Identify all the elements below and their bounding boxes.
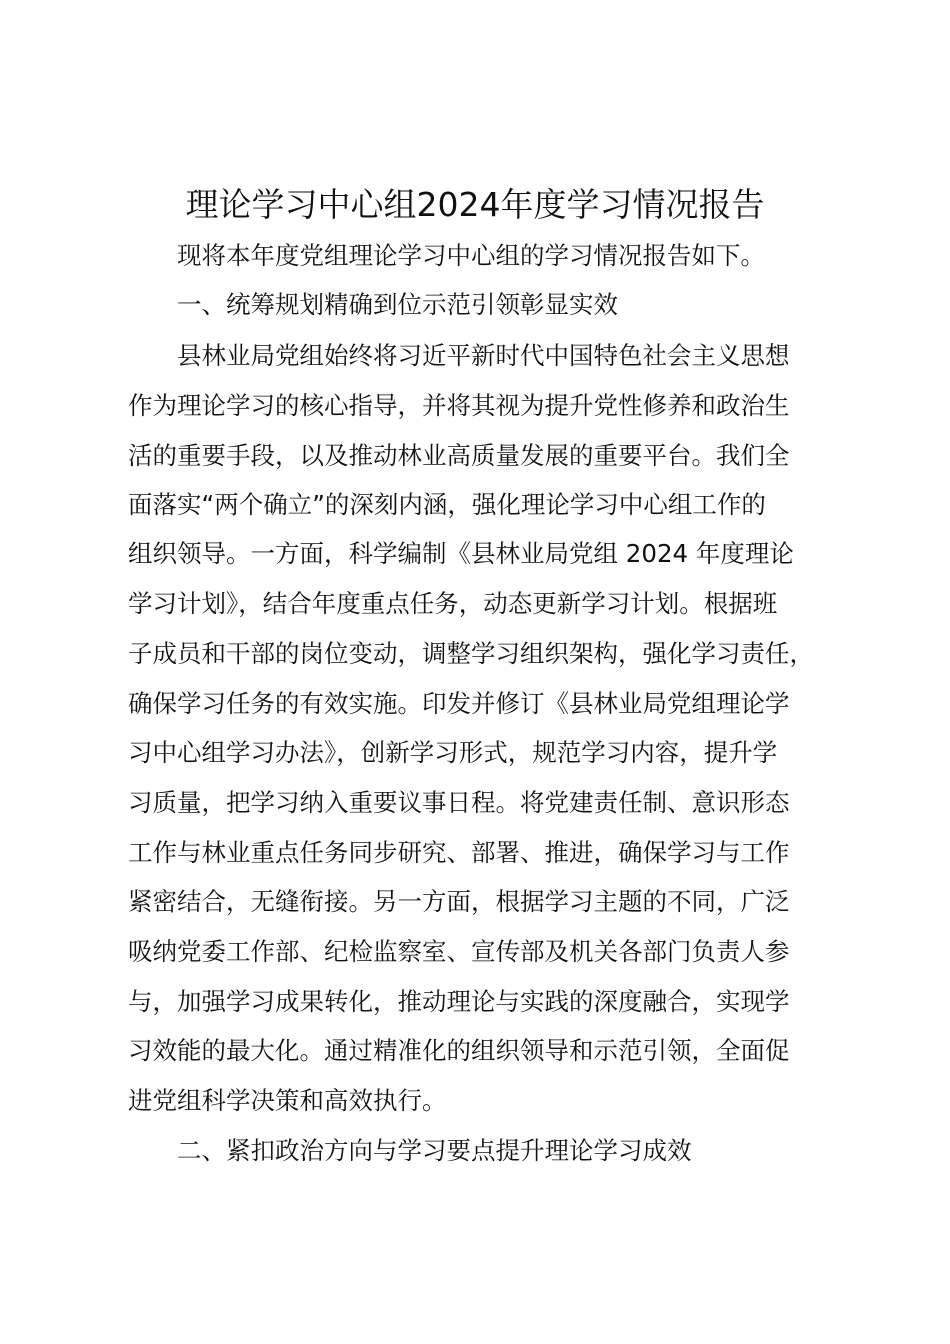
- document-title: 理论学习中心组2024年度学习情况报告: [185, 185, 765, 224]
- section-heading-2: 二、紧扣政治方向与学习要点提升理论学习成效: [177, 1136, 692, 1165]
- paragraph-line: 习中心组学习办法》，创新学习形式，规范学习内容，提升学: [128, 738, 778, 767]
- paragraph-line: 与，加强学习成果转化，推动理论与实践的深度融合，实现学: [128, 987, 790, 1016]
- paragraph-line: 学习计划》，结合年度重点任务，动态更新学习计划。根据班: [128, 589, 778, 618]
- paragraph-line: 确保学习任务的有效实施。印发并修订《县林业局党组理论学: [128, 689, 790, 718]
- paragraph-line: 吸纳党委工作部、纪检监察室、宣传部及机关各部门负责人参: [128, 937, 790, 966]
- intro-paragraph: 现将本年度党组理论学习中心组的学习情况报告如下。: [177, 241, 765, 270]
- paragraph-line: 县林业局党组始终将习近平新时代中国特色社会主义思想: [177, 341, 790, 370]
- paragraph-line: 习质量，把学习纳入重要议事日程。将党建责任制、意识形态: [128, 788, 790, 817]
- paragraph-line: 作为理论学习的核心指导，并将其视为提升党性修养和政治生: [128, 391, 790, 420]
- paragraph-line: 子成员和干部的岗位变动，调整学习组织架构，强化学习责任，: [128, 639, 814, 668]
- paragraph-line: 习效能的最大化。通过精准化的组织领导和示范引领，全面促: [128, 1036, 790, 1065]
- paragraph-line: 组织领导。一方面，科学编制《县林业局党组 2024 年度理论: [128, 539, 794, 568]
- paragraph-line: 紧密结合，无缝衔接。另一方面，根据学习主题的不同，广泛: [128, 887, 790, 916]
- paragraph-line: 进党组科学决策和高效执行。: [128, 1086, 447, 1115]
- paragraph-line: 工作与林业重点任务同步研究、部署、推进，确保学习与工作: [128, 838, 790, 867]
- section-heading-1: 一、统筹规划精确到位示范引领彰显实效: [177, 290, 618, 319]
- paragraph-line: 面落实“两个确立”的深刻内涵，强化理论学习中心组工作的: [128, 490, 766, 519]
- paragraph-line: 活的重要手段，以及推动林业高质量发展的重要平台。我们全: [128, 441, 790, 470]
